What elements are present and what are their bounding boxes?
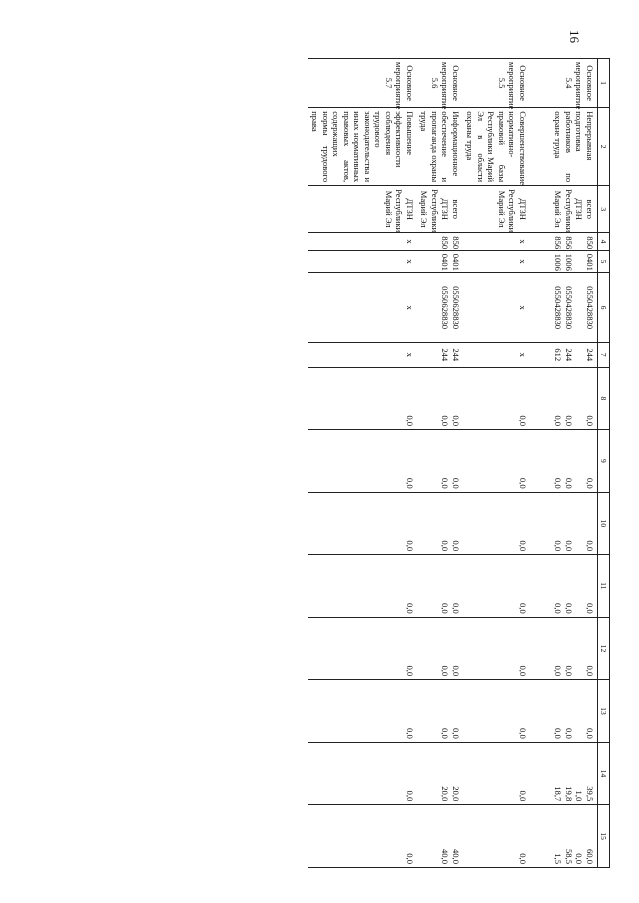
rzpr-cell xyxy=(463,250,530,273)
executor-cell-value: всего xyxy=(585,199,595,219)
amount-value: 0,0 xyxy=(553,540,564,552)
amount-value: 0,0 xyxy=(518,853,528,864)
header-row xyxy=(598,59,610,868)
amount-value: 0,0 xyxy=(440,728,451,739)
amount-value: 0,0 xyxy=(564,602,574,614)
amount-cell-col10 xyxy=(530,492,598,555)
grbs-cell-value xyxy=(574,236,585,246)
amount-value: 1,0 xyxy=(574,790,585,802)
amount-value: 0,0 xyxy=(585,415,595,427)
amount-cell-col9 xyxy=(308,430,417,493)
amount-cell-col14 xyxy=(308,742,417,805)
measure-name-cell: Основное мероприятие 5.7 xyxy=(308,59,417,108)
amount-cell-col11 xyxy=(463,555,530,618)
amount-value: 0,0 xyxy=(405,477,415,489)
vr-cell-value: x xyxy=(405,352,415,357)
amount-value: 0,0 xyxy=(564,540,574,552)
amount-value: 18,7 xyxy=(553,786,564,802)
table-row xyxy=(463,59,530,868)
rzpr-cell-value: x xyxy=(518,259,528,264)
measure-name-cell: Основное мероприятие 5.5 xyxy=(463,59,530,108)
amount-value: 0,0 xyxy=(451,602,461,614)
amount-value: 0,0 xyxy=(553,415,564,427)
amount-value: 0,0 xyxy=(405,540,415,552)
amount-value: 20,0 xyxy=(440,786,451,802)
page-number: 16 xyxy=(567,30,582,43)
measure-name-cell: Основное мероприятие 5.6 xyxy=(417,59,463,108)
csr-cell-value: 0550628830 xyxy=(440,286,451,330)
column-header-10: 10 xyxy=(598,492,610,555)
rzpr-cell xyxy=(417,250,463,273)
amount-value: 0,0 xyxy=(585,728,595,739)
amount-cell-col8 xyxy=(463,367,530,430)
amount-value: 0,0 xyxy=(553,665,564,677)
csr-cell xyxy=(417,273,463,343)
grbs-cell-value: 856 xyxy=(553,236,564,250)
amount-value: 0,0 xyxy=(440,415,451,427)
amount-value: 0,0 xyxy=(553,728,564,739)
vr-cell xyxy=(308,342,417,367)
amount-cell-col12 xyxy=(308,617,417,680)
amount-cell-col12 xyxy=(463,617,530,680)
csr-cell-value: x xyxy=(405,305,415,310)
amount-value xyxy=(574,496,585,552)
amount-cell-col9 xyxy=(463,430,530,493)
amount-value: 0,0 xyxy=(564,477,574,489)
amount-value: 0,0 xyxy=(451,665,461,677)
amount-cell-col8 xyxy=(417,367,463,430)
amount-value: 0,0 xyxy=(518,477,528,489)
rzpr-cell-value xyxy=(574,254,585,270)
rzpr-cell-value: 0401 xyxy=(585,253,595,271)
rzpr-cell-value: 0401 xyxy=(440,253,451,271)
grbs-cell xyxy=(308,233,417,250)
amount-value: 0,0 xyxy=(451,540,461,552)
rzpr-cell-value: x xyxy=(405,259,415,264)
amount-cell-col10 xyxy=(308,492,417,555)
amount-cell-col8 xyxy=(530,367,598,430)
amount-value xyxy=(574,558,585,614)
amount-value: 0,0 xyxy=(451,477,461,489)
executor-cell xyxy=(463,186,530,233)
executor-cell xyxy=(417,186,463,233)
amount-value: 0,0 xyxy=(585,665,595,677)
column-header-6: 6 xyxy=(598,273,610,343)
column-header-13: 13 xyxy=(598,680,610,743)
csr-cell xyxy=(530,273,598,343)
measure-description-cell: Информационное обеспечение и пропаганда охраны труда xyxy=(417,108,463,186)
amount-value: 0,0 xyxy=(585,477,595,489)
amount-value: 1,5 xyxy=(553,853,564,864)
amount-value: 0,0 xyxy=(585,602,595,614)
amount-cell-col8 xyxy=(308,367,417,430)
amount-value: 0,0 xyxy=(405,728,415,739)
amount-value xyxy=(574,371,585,427)
measure-description-cell: Непрерывная подготовка работников по охране труда xyxy=(530,108,598,186)
table-body xyxy=(308,59,598,868)
column-header-14: 14 xyxy=(598,742,610,805)
amount-value: 0,0 xyxy=(564,415,574,427)
amount-cell-col13 xyxy=(463,680,530,743)
column-header-2: 2 xyxy=(598,108,610,186)
amount-value: 0,0 xyxy=(518,540,528,552)
amount-value: 0,0 xyxy=(451,728,461,739)
vr-cell-value: 244 xyxy=(451,348,461,362)
amount-value: 0,0 xyxy=(518,665,528,677)
executor-cell-value: ДТЗН Республики Марий Эл xyxy=(497,189,528,233)
amount-value: 39,5 xyxy=(585,786,595,802)
grbs-cell-value: 856 xyxy=(564,236,574,250)
table-row xyxy=(417,59,463,868)
executor-cell-value: ДТЗН Республики Марий Эл xyxy=(419,189,451,233)
column-header-4: 4 xyxy=(598,233,610,250)
amount-cell-col15 xyxy=(417,805,463,868)
amount-value: 19,8 xyxy=(564,786,574,802)
amount-cell-col15 xyxy=(308,805,417,868)
amount-value: 0,0 xyxy=(440,540,451,552)
amount-value: 0,0 xyxy=(405,790,415,802)
rzpr-cell-value: 1006 xyxy=(564,253,574,271)
vr-cell-value: 244 xyxy=(585,348,595,362)
measure-description-cell: Совершенствование нормативно-правовой базы Республики Марий Эл в области охраны труда xyxy=(463,108,530,186)
amount-value: 0,0 xyxy=(405,665,415,677)
executor-cell-value xyxy=(532,189,543,229)
amount-value: 0,0 xyxy=(564,665,574,677)
amount-cell-col14 xyxy=(417,742,463,805)
amount-cell-col14 xyxy=(463,742,530,805)
amount-value: 0,0 xyxy=(553,602,564,614)
column-header-3: 3 xyxy=(598,186,610,233)
amount-value: 0,0 xyxy=(440,477,451,489)
amount-cell-col15 xyxy=(530,805,598,868)
grbs-cell xyxy=(530,233,598,250)
column-header-7: 7 xyxy=(598,342,610,367)
rzpr-cell-value: 1006 xyxy=(553,253,564,271)
amount-cell-col9 xyxy=(530,430,598,493)
amount-cell-col10 xyxy=(417,492,463,555)
csr-cell-value: 0550428830 xyxy=(553,286,564,330)
amount-value: 60,0 xyxy=(585,848,595,864)
amount-value: 0,0 xyxy=(405,602,415,614)
vr-cell-value: 244 xyxy=(564,348,574,362)
column-header-12: 12 xyxy=(598,617,610,680)
executor-cell-value xyxy=(543,189,554,229)
amount-value: 0,0 xyxy=(440,665,451,677)
amount-value: 20,0 xyxy=(451,786,461,802)
csr-cell-value: 0550428830 xyxy=(564,286,574,330)
amount-value: 0,0 xyxy=(405,853,415,864)
vr-cell-value: x xyxy=(518,352,528,357)
column-header-15: 15 xyxy=(598,805,610,868)
amount-value: 0,0 xyxy=(518,602,528,614)
amount-value: 0,0 xyxy=(518,415,528,427)
amount-value xyxy=(574,683,585,739)
table-row xyxy=(530,59,598,868)
amount-cell-col11 xyxy=(530,555,598,618)
grbs-cell xyxy=(417,233,463,250)
amount-value: 0,0 xyxy=(553,477,564,489)
measure-name-cell: Основное мероприятие 5.4 xyxy=(530,59,598,108)
amount-value: 0,0 xyxy=(574,853,585,864)
amount-cell-col13 xyxy=(530,680,598,743)
executor-cell xyxy=(308,186,417,233)
amount-value: 0,0 xyxy=(405,415,415,427)
amount-value: 0,0 xyxy=(564,728,574,739)
grbs-cell-value: 850 xyxy=(440,236,451,250)
vr-cell xyxy=(530,342,598,367)
amount-value: 0,0 xyxy=(451,415,461,427)
grbs-cell-value: x xyxy=(405,239,415,244)
amount-cell-col11 xyxy=(308,555,417,618)
amount-value: 58,5 xyxy=(564,848,574,864)
csr-cell-value xyxy=(574,276,585,339)
amount-value: 40,0 xyxy=(440,848,451,864)
csr-cell-value: x xyxy=(518,305,528,310)
vr-cell xyxy=(417,342,463,367)
executor-cell-value: ДТЗН Республики Марий Эл xyxy=(553,189,585,233)
amount-value: 0,0 xyxy=(440,602,451,614)
executor-cell-value: всего xyxy=(451,199,461,219)
column-header-11: 11 xyxy=(598,555,610,618)
grbs-cell-value: x xyxy=(518,239,528,244)
amount-cell-col13 xyxy=(417,680,463,743)
vr-cell-value xyxy=(574,346,585,364)
rzpr-cell xyxy=(530,250,598,273)
column-header-1: 1 xyxy=(598,59,610,108)
amount-cell-col15 xyxy=(463,805,530,868)
vr-cell-value: 612 xyxy=(553,348,564,362)
amount-cell-col12 xyxy=(530,617,598,680)
amount-value xyxy=(574,433,585,489)
amount-cell-col9 xyxy=(417,430,463,493)
column-header-9: 9 xyxy=(598,430,610,493)
column-header-8: 8 xyxy=(598,367,610,430)
rzpr-cell-value: 0401 xyxy=(451,253,461,271)
amount-value: 40,0 xyxy=(451,848,461,864)
amount-value: 0,0 xyxy=(585,540,595,552)
amount-value: 0,0 xyxy=(518,728,528,739)
amount-cell-col13 xyxy=(308,680,417,743)
amount-value: 0,0 xyxy=(518,790,528,802)
vr-cell xyxy=(463,342,530,367)
grbs-cell-value: 850 xyxy=(585,236,595,250)
grbs-cell-value: 850 xyxy=(451,236,461,250)
csr-cell-value: 0550428830 xyxy=(585,286,595,330)
csr-cell-value: 0550628830 xyxy=(451,286,461,330)
amount-cell-col10 xyxy=(463,492,530,555)
amount-value xyxy=(574,621,585,677)
amount-cell-col11 xyxy=(417,555,463,618)
executor-cell-value: ДТЗН Республики Марий Эл xyxy=(384,189,415,233)
amount-cell-col14 xyxy=(530,742,598,805)
column-header-5: 5 xyxy=(598,250,610,273)
executor-cell xyxy=(530,186,598,233)
measure-description-cell: Повышение эффективности соблюдения трудового законодательства и иных нормативных правовых актов, содержащих нормы трудового права xyxy=(308,108,417,186)
grbs-cell xyxy=(463,233,530,250)
csr-cell xyxy=(308,273,417,343)
vr-cell-value: 244 xyxy=(440,348,451,362)
budget-table xyxy=(308,58,610,868)
budget-table-rotated xyxy=(110,58,610,868)
amount-cell-col12 xyxy=(417,617,463,680)
table-row xyxy=(308,59,417,868)
rzpr-cell xyxy=(308,250,417,273)
csr-cell xyxy=(463,273,530,343)
